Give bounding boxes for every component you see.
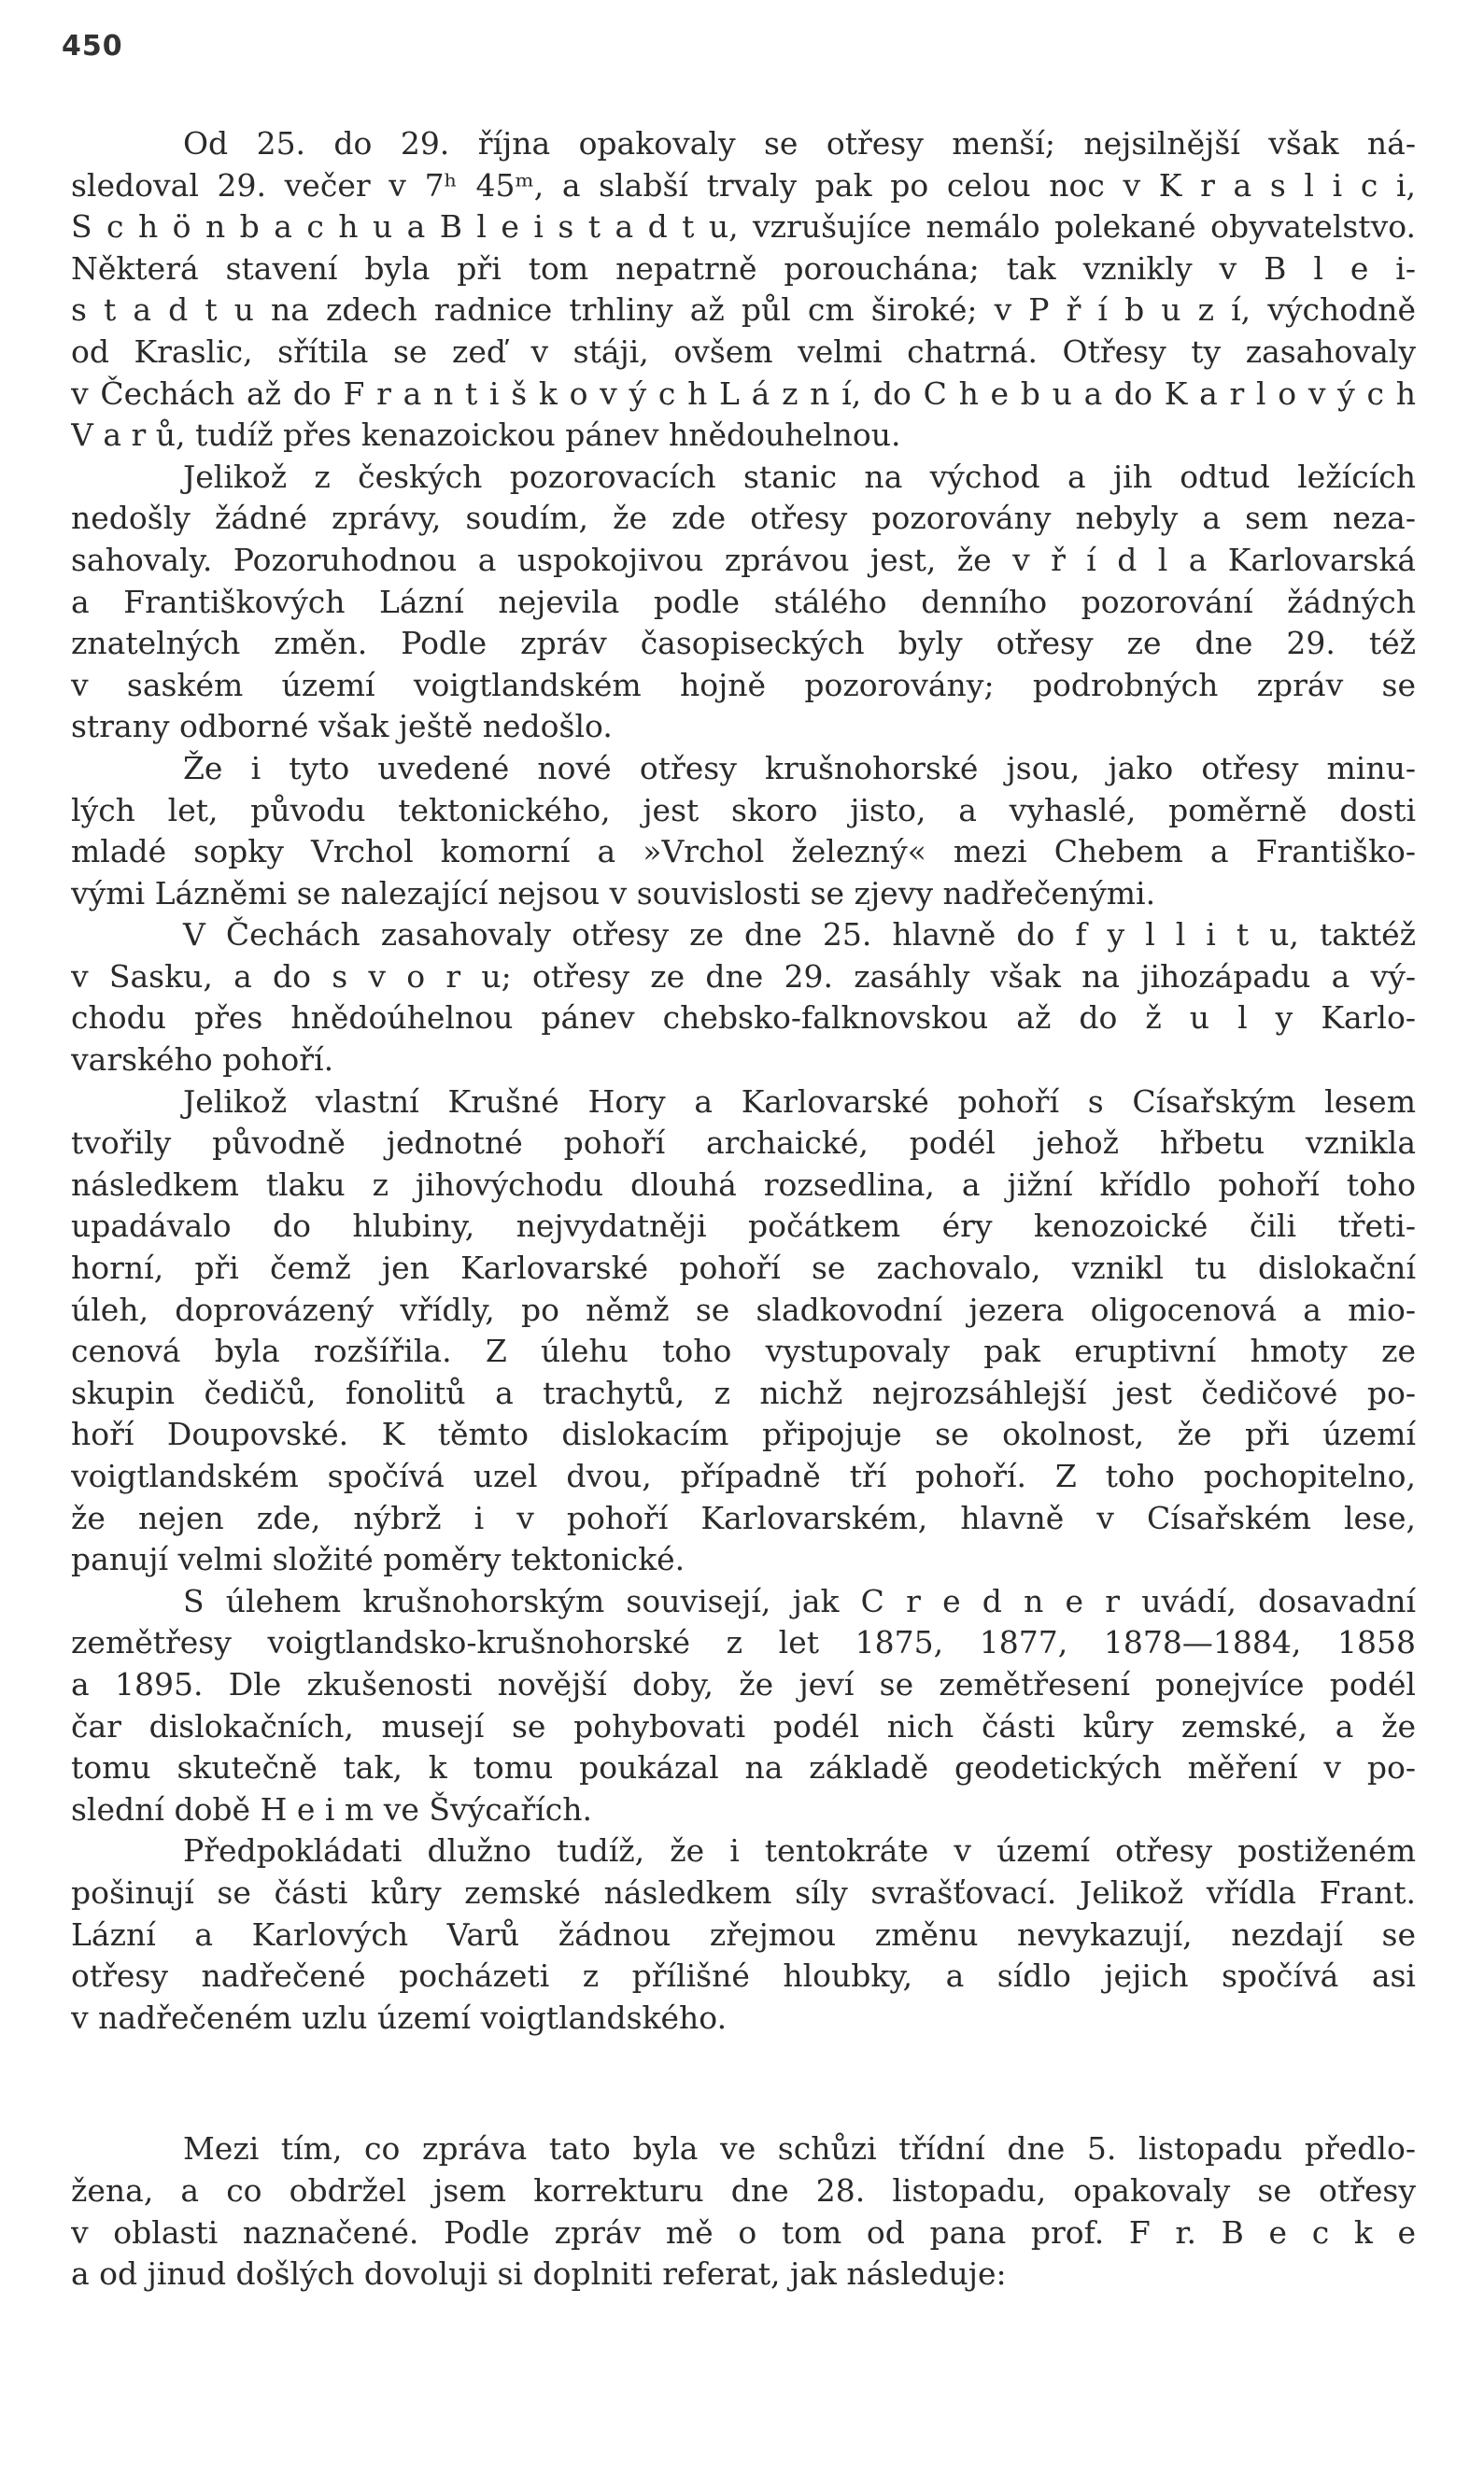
page-number: 450	[62, 30, 123, 63]
text-line: strany odborné však ještě nedošlo.	[71, 708, 613, 745]
text-line: pošinují se části kůry zemské následkem síly svrašťovací. Jelikož vřídla Frant.	[71, 1873, 1416, 1911]
paragraph	[71, 457, 1416, 748]
text-line: a od jinud došlých dovoluji si doplniti referat, jak následuje:	[71, 2255, 1007, 2293]
text-line: zemětřesy voigtlandsko-krušnohorské z let 1875, 1877, 1878—1884, 1858	[71, 1624, 1416, 1661]
text-line: vými Lázněmi se nalezající nejsou v souvislosti se zjevy nadřečenými.	[71, 874, 1156, 911]
text-line: V Čechách zasahovaly otřesy ze dne 25. hlavně do f y l l i t u, taktéž	[183, 916, 1416, 954]
text-line: znatelných změn. Podle zpráv časopiseckých byly otřesy ze dne 29. též	[71, 625, 1416, 662]
text-line: slední době H e i m ve Švýcařích.	[71, 1790, 592, 1828]
text-line: panují velmi složité poměry tektonické.	[71, 1541, 685, 1578]
text-line: od Kraslic, sřítila se zeď v stáji, ovšem velmi chatrná. Otřesy ty zasahovaly	[71, 332, 1416, 370]
text-line: tvořily původně jednotné pohoří archaické, podél jehož hřbetu vznikla	[71, 1124, 1416, 1162]
text-line: S úlehem krušnohorským souvisejí, jak C r e d n e r uvádí, dosavadní	[183, 1582, 1416, 1619]
paragraph	[71, 748, 1416, 914]
text-line: a Františkových Lázní nejevila podle stálého denního pozorování žádných	[71, 583, 1416, 620]
text-line: čar dislokačních, musejí se pohybovati podél nich části kůry zemské, a že	[71, 1707, 1416, 1745]
addendum-paragraph	[71, 2128, 1416, 2295]
text-line: v saském území voigtlandském hojně pozorovány; podrobných zpráv se	[71, 666, 1416, 703]
text-line: Některá stavení byla při tom nepatrně porouchána; tak vznikly v B l e i-	[71, 249, 1416, 287]
text-line: v Sasku, a do s v o r u; otřesy ze dne 29. zasáhly však na jihozápadu a vý-	[71, 957, 1416, 995]
paragraph	[71, 914, 1416, 1081]
text-line: mladé sopky Vrchol komorní a »Vrchol železný« mezi Chebem a Františko-	[71, 833, 1416, 870]
text-line: cenová byla rozšířila. Z úlehu toho vystupovaly pak eruptivní hmoty ze	[71, 1333, 1416, 1370]
text-line: skupin čedičů, fonolitů a trachytů, z nichž nejrozsáhlejší jest čedičové po-	[71, 1374, 1416, 1411]
text-line: Mezi tím, co zpráva tato byla ve schůzi třídní dne 5. listopadu předlo-	[183, 2130, 1416, 2168]
body-text	[71, 123, 1416, 2296]
text-line: Jelikož z českých pozorovacích stanic na východ a jih odtud ležících	[183, 458, 1416, 495]
paragraph	[71, 1581, 1416, 1831]
section-gap	[71, 2039, 1416, 2128]
text-line: sahovaly. Pozoruhodnou a uspokojivou zprávou jest, že v ř í d l a Karlovarská	[71, 541, 1416, 578]
text-line: a 1895. Dle zkušenosti novější doby, že jeví se zemětřesení ponejvíce podél	[71, 1665, 1416, 1703]
text-line: v Čechách až do F r a n t i š k o v ý c h L á z n í, do C h e b u a do K a r l o v ý c h	[71, 374, 1416, 412]
text-line: v oblasti naznačené. Podle zpráv mě o tom od pana prof. F r. B e c k e	[71, 2213, 1416, 2251]
text-line: voigtlandském spočívá uzel dvou, případně tří pohoří. Z toho pochopitelno,	[71, 1458, 1416, 1494]
text-line: tomu skutečně tak, k tomu poukázal na základě geodetických měření v po-	[71, 1749, 1416, 1787]
text-line: žena, a co obdržel jsem korrekturu dne 28. listopadu, opakovaly se otřesy	[71, 2171, 1416, 2209]
text-line: Že i tyto uvedené nové otřesy krušnohorské jsou, jako otřesy minu-	[183, 749, 1416, 786]
text-line: upadávalo do hlubiny, nejvydatněji počátkem éry kenozoické čili třeti-	[71, 1208, 1416, 1245]
text-line: následkem tlaku z jihovýchodu dlouhá rozsedlina, a jižní křídlo pohoří toho	[71, 1166, 1416, 1203]
text-line: sledoval 29. večer v 7ʰ 45ᵐ, a slabší trvaly pak po celou noc v K r a s l i c i,	[71, 166, 1416, 204]
paragraph	[71, 1830, 1416, 2039]
text-line: Jelikož vlastní Krušné Hory a Karlovarské pohoří s Císařským lesem	[183, 1082, 1416, 1120]
text-line: lých let, původu tektonického, jest skoro jisto, a vyhaslé, poměrně dosti	[71, 791, 1416, 828]
text-line: s t a d t u na zdech radnice trhliny až půl cm široké; v P ř í b u z í, východně	[71, 291, 1416, 329]
text-line: otřesy nadřečené pocházeti z přílišné hloubky, a sídlo jejich spočívá asi	[71, 1957, 1416, 1995]
text-line: že nejen zde, nýbrž i v pohoří Karlovarském, hlavně v Císařském lese,	[71, 1499, 1416, 1536]
text-line: hoří Doupovské. K těmto dislokacím připojuje se okolnost, že při území	[71, 1416, 1416, 1453]
text-line: v nadřečeném uzlu území voigtlandského.	[71, 1999, 728, 2036]
text-line: horní, při čemž jen Karlovarské pohoří se zachovalo, vznikl tu dislokační	[71, 1250, 1416, 1287]
paragraph	[71, 123, 1416, 457]
paragraph	[71, 1081, 1416, 1581]
text-line: chodu přes hnědoúhelnou pánev chebsko-falknovskou až do ž u l y Karlo-	[71, 999, 1416, 1037]
text-line: Předpokládati dlužno tudíž, že i tentokráte v území otřesy postiženém	[183, 1832, 1416, 1870]
text-line: varského pohoří.	[71, 1041, 334, 1079]
text-line: Lázní a Karlových Varů žádnou zřejmou změnu nevykazují, nezdají se	[71, 1915, 1416, 1953]
text-line: Od 25. do 29. října opakovaly se otřesy menší; nejsilnější však ná-	[183, 125, 1416, 162]
text-line: V a r ů, tudíž přes kenazoickou pánev hnědouhelnou.	[71, 417, 901, 454]
text-line: S c h ö n b a c h u a B l e i s t a d t u, vzrušujíce nemálo polekané obyvatelstvo.	[71, 208, 1416, 246]
text-line: nedošly žádné zprávy, soudím, že zde otřesy pozorovány nebyly a sem neza-	[71, 500, 1416, 537]
text-line: úleh, doprovázený vřídly, po němž se sladkovodní jezera oligocenová a mio-	[71, 1291, 1416, 1328]
